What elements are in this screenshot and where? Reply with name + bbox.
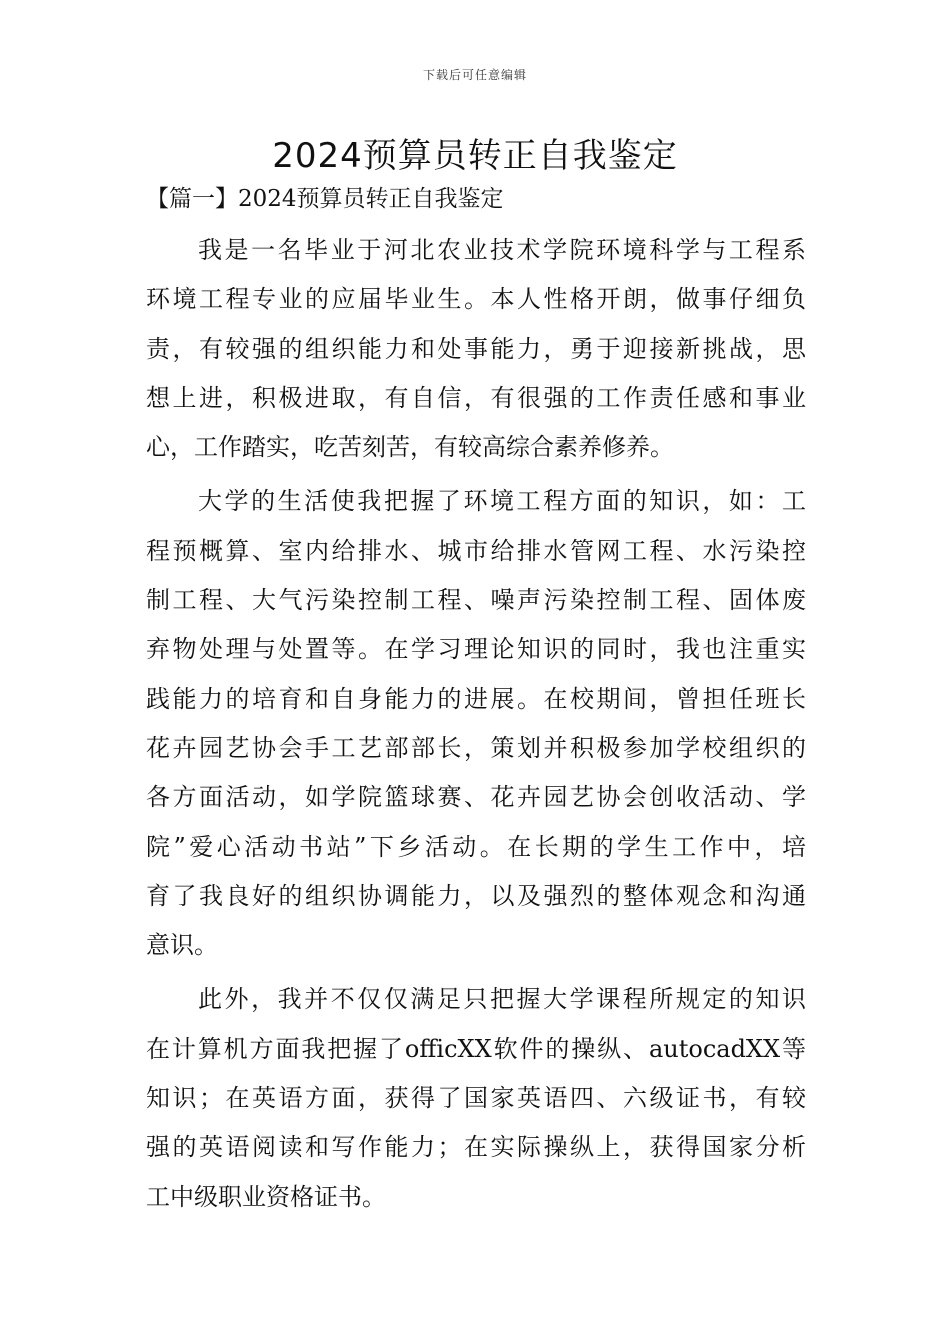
text-line: 花卉园艺协会手工艺部部长，策划并积极参加学校组织的: [146, 733, 806, 762]
text-line: 在计算机方面我把握了officXX软件的操纵、autocadXX等: [146, 1034, 806, 1063]
text-line: 强的英语阅读和写作能力；在实际操纵上，获得国家分析: [146, 1133, 806, 1162]
text-line: 我是一名毕业于河北农业技术学院环境科学与工程系: [198, 236, 806, 264]
document-body: [146, 226, 806, 1227]
paragraph-3: [146, 975, 806, 1221]
document-title: 2024预算员转正自我鉴定: [272, 136, 678, 176]
text-line: 此外，我并不仅仅满足只把握大学课程所规定的知识: [198, 985, 806, 1014]
text-line: 工中级职业资格证书。: [146, 1182, 386, 1211]
text-line: 知识；在英语方面，获得了国家英语四、六级证书，有较: [146, 1084, 806, 1113]
text-line: 育了我良好的组织协调能力，以及强烈的整体观念和沟通: [146, 881, 806, 910]
text-line: 制工程、大气污染控制工程、噪声污染控制工程、固体废: [146, 586, 806, 615]
text-line: 意识。: [146, 931, 218, 960]
text-line: 院”爱心活动书站”下乡活动。在长期的学生工作中，培: [146, 832, 806, 861]
text-line: 各方面活动，如学院篮球赛、花卉园艺协会创收活动、学: [146, 783, 806, 812]
text-line: 心，工作踏实，吃苦刻苦，有较高综合素养修养。: [146, 433, 674, 462]
header-note: 下载后可任意编辑: [422, 68, 527, 82]
text-line: 大学的生活使我把握了环境工程方面的知识，如：工: [198, 487, 806, 516]
paragraph-2: [146, 477, 806, 970]
paragraph-1: [146, 226, 806, 472]
text-line: 责，有较强的组织能力和处事能力，勇于迎接新挑战，思: [146, 334, 806, 363]
text-line: 弃物处理与处置等。在学习理论知识的同时，我也注重实: [146, 635, 806, 664]
text-line: 程预概算、室内给排水、城市给排水管网工程、水污染控: [146, 536, 806, 565]
text-line: 想上进，积极进取，有自信，有很强的工作责任感和事业: [146, 383, 806, 412]
section-heading: 【篇一】2024预算员转正自我鉴定: [146, 186, 504, 212]
text-line: 践能力的培育和自身能力的进展。在校期间，曾担任班长: [146, 684, 806, 713]
text-line: 环境工程专业的应届毕业生。本人性格开朗，做事仔细负: [146, 285, 806, 314]
